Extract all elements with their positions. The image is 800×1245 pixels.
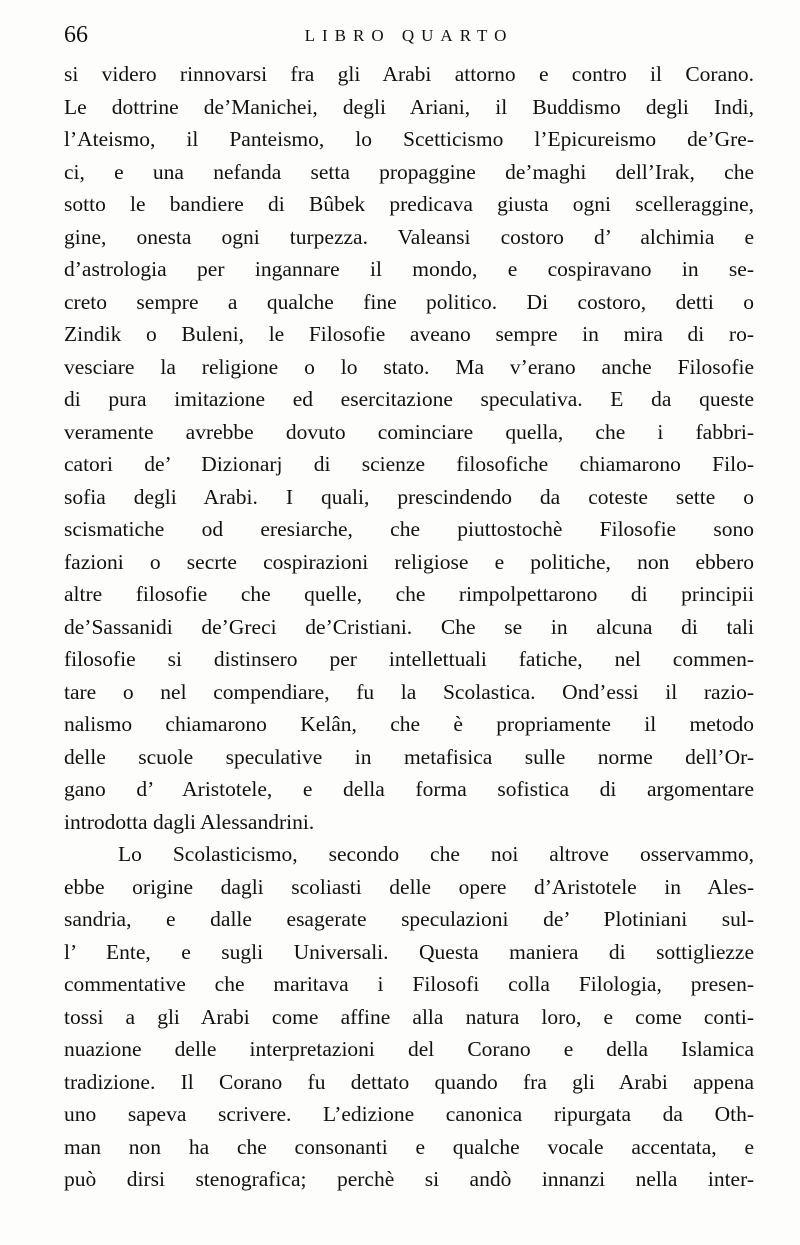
text-line: introdotta dagli Alessandrini. [64, 809, 315, 834]
page-header [64, 22, 754, 52]
text-line: l’Ateismo, il Panteismo, lo Scetticismo l’Epicureismo de’Gre- [64, 127, 754, 151]
text-line: tare o nel compendiare, fu la Scolastica. Ond’essi il razio- [64, 679, 754, 704]
text-line: tossi a gli Arabi come affine alla natura loro, e come conti- [64, 1004, 754, 1029]
text-line: d’astrologia per ingannare il mondo, e cospiravano in se- [64, 257, 754, 281]
text-line: fazioni o secrte cospirazioni religiose e politiche, non ebbero [64, 549, 754, 574]
text-line: gine, onesta ogni turpezza. Valeansi costoro d’ alchimia e [64, 224, 754, 249]
text-line: altre filosofie che quelle, che rimpolpettarono di principii [64, 582, 754, 606]
text-line: Le dottrine de’Manichei, degli Ariani, il Buddismo degli Indi, [64, 94, 754, 119]
text-line: creto sempre a qualche fine politico. Di costoro, detti o [64, 289, 754, 314]
text-line: sandria, e dalle esagerate speculazioni de’ Plotiniani sul- [64, 907, 754, 931]
text-line: veramente avrebbe dovuto cominciare quella, che i fabbri- [64, 419, 754, 444]
page-number: 66 [64, 22, 88, 48]
text-line: gano d’ Aristotele, e della forma sofistica di argomentare [64, 777, 754, 801]
text-line: uno sapeva scrivere. L’edizione canonica ripurgata da Oth- [64, 1102, 754, 1126]
body-text [64, 58, 754, 1196]
text-line: nuazione delle interpretazioni del Corano e della Islamica [64, 1037, 754, 1061]
text-line: commentative che maritava i Filosofi colla Filologia, presen- [64, 972, 754, 996]
text-line: de’Sassanidi de’Greci de’Cristiani. Che se in alcuna di tali [64, 614, 754, 639]
text-line: Lo Scolasticismo, secondo che noi altrove osservammo, [118, 842, 754, 866]
text-line: Zindik o Buleni, le Filosofie aveano sempre in mira di ro- [64, 322, 754, 346]
text-line: filosofie si distinsero per intellettuali fatiche, nel commen- [64, 647, 754, 671]
text-line: ebbe origine dagli scoliasti delle opere d’Aristotele in Ales- [64, 874, 754, 899]
text-line: si videro rinnovarsi fra gli Arabi attorno e contro il Corano. [64, 62, 754, 86]
text-line: tradizione. Il Corano fu dettato quando fra gli Arabi appena [64, 1069, 754, 1094]
text-line: nalismo chiamarono Kelân, che è propriamente il metodo [64, 712, 754, 736]
text-line: sofia degli Arabi. I quali, prescindendo da coteste sette o [64, 484, 754, 509]
text-line: catori de’ Dizionarj di scienze filosofiche chiamarono Filo- [64, 452, 754, 476]
text-line: delle scuole speculative in metafisica sulle norme dell’Or- [64, 744, 754, 769]
text-line: sotto le bandiere di Bûbek predicava giusta ogni scelleraggine, [64, 192, 754, 216]
text-line: scismatiche od eresiarche, che piuttostochè Filosofie sono [64, 517, 754, 541]
running-title: LIBRO QUARTO [304, 26, 514, 45]
text-line: ci, e una nefanda setta propaggine de’maghi dell’Irak, che [64, 159, 754, 184]
text-line: l’ Ente, e sugli Universali. Questa maniera di sottigliezze [64, 939, 754, 964]
text-line: vesciare la religione o lo stato. Ma v’erano anche Filosofie [64, 354, 754, 379]
text-line: di pura imitazione ed esercitazione speculativa. E da queste [64, 387, 754, 411]
text-line: man non ha che consonanti e qualche vocale accentata, e [64, 1134, 754, 1159]
text-line: può dirsi stenografica; perchè si andò innanzi nella inter- [64, 1167, 754, 1191]
